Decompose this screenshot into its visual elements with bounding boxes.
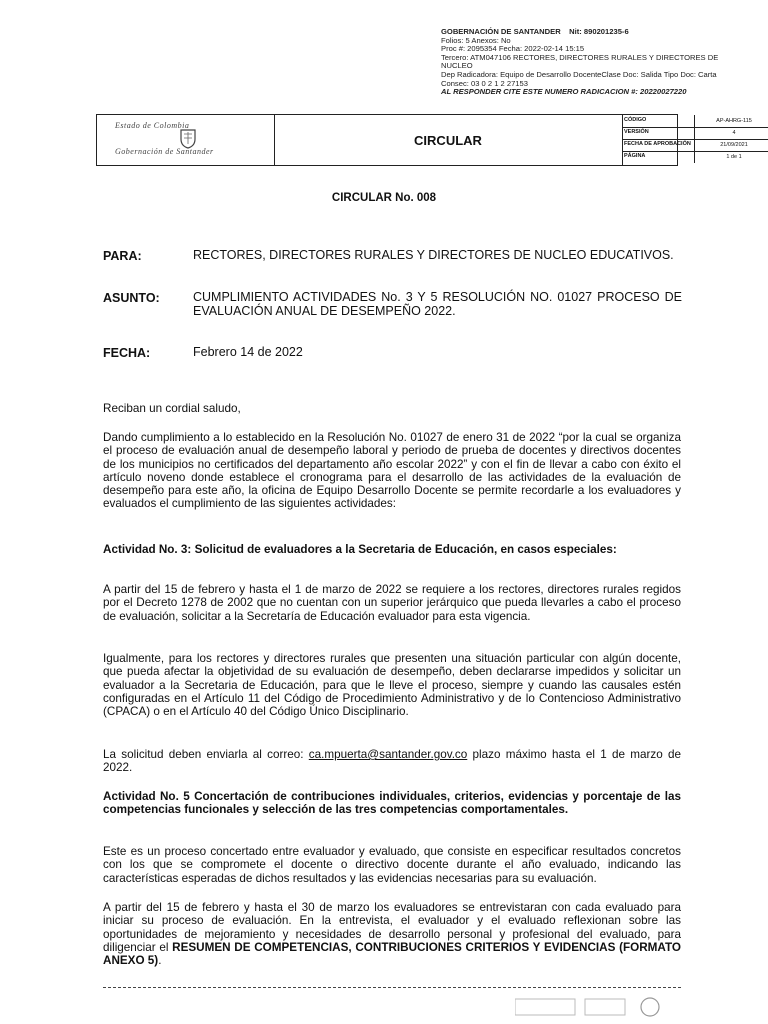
activity-5-paragraph-2 — [103, 901, 681, 967]
meta-value: 21/09/2021 — [694, 139, 768, 151]
stamp-dep: Dep Radicadora: Equipo de Desarrollo DocenteClase Doc: Salida Tipo Doc: Carta Consec: 03 0 2 1 2 27153 — [441, 69, 717, 88]
logo-line-bottom: Gobernación de Santander — [115, 147, 214, 156]
gobernacion-logo — [97, 115, 275, 165]
stamp-nit: Nit: 890201235-6 — [569, 27, 629, 36]
stamp-responder: AL RESPONDER CITE ESTE NUMERO RADICACION #: 20220027220 — [441, 87, 687, 97]
meta-row — [622, 151, 768, 163]
activity-3-paragraph-3 — [103, 748, 681, 775]
meta-key: CÓDIGO — [624, 117, 647, 123]
header-meta — [622, 115, 768, 165]
format-annex-5: RESUMEN DE COMPETENCIAS, CONTRIBUCIONES CRITERIOS Y EVIDENCIAS (FORMATO ANEXO 5) — [103, 940, 681, 968]
radication-stamp — [441, 28, 741, 97]
email-link[interactable]: ca.mpuerta@santander.gov.co — [308, 748, 468, 761]
footer-divider — [103, 987, 681, 988]
activity-5-text-before: A partir del 15 de febrero y hasta el 30 de marzo los evaluadores se entrevistaran con cada evaluado para iniciar su proceso de evaluación. En la entrevista, el evaluador y el evaluado reflexionan sobre las oportunidades de mejoramiento y necesidades de desarrollo personal y profesional del evaluado, para diligenciar el — [103, 901, 681, 954]
asunto-label: ASUNTO: — [103, 291, 160, 305]
activity-5-paragraph-1: Este es un proceso concertado entre evaluador y evaluado, que consiste en especificar resultados concretos con los que se compromete el docente o directivo docente durante el año evaluado, indicando las características esperadas de dichos resultados y las evidencias necesarias para su evaluación. — [103, 845, 681, 885]
stamp-folios: Folios: 5 Anexos: No — [441, 35, 511, 45]
activity-5-heading: Actividad No. 5 Concertación de contribuciones individuales, criterios, evidencias y porcentaje de las competencias funcionales y selección de las tres competencias comportamentales. — [103, 790, 681, 817]
meta-key: FECHA DE APROBACIÓN — [624, 141, 691, 147]
para-label: PARA: — [103, 249, 142, 263]
intro-paragraph: Dando cumplimiento a lo establecido en la Resolución No. 01027 de enero 31 de 2022 “por la cual se organiza el proceso de evaluación anual de desempeño laboral y periodo de prueba de docentes y directivos docentes de los municipios no certificados del departamento año escolar 2022” y con el fin de llevar a cabo con éxito el artículo noveno donde establece el cronograma para el desarrollo de las actividades de la evaluación de desempeño para este año, la oficina de Equipo Desarrollo Docente se permite recordarle a los evaluadores y evaluados el cumplimiento de las siguientes actividades: — [103, 431, 681, 511]
circular-number: CIRCULAR No. 008 — [331, 192, 437, 204]
activity-5-text-after: . — [158, 954, 162, 968]
fecha-value: Febrero 14 de 2022 — [193, 345, 303, 359]
meta-value: AP-AHRG-115 — [694, 115, 768, 127]
meta-value: 4 — [694, 127, 768, 139]
header-title: CIRCULAR — [274, 115, 623, 165]
logo-line-top: Estado de Colombia — [115, 121, 190, 130]
activity-3-paragraph-2: Igualmente, para los rectores y directores rurales que presenten una situación particular con algún docente, que pueda afectar la objetividad de su evaluación de desempeño, deben declararse impedidos y solicitar un evaluador a la Secretaria de Educación, para que le lleve el proceso, siempre y cuando las causales estén configuradas en el Artículo 11 del Código de Procedimiento Administrativo y de lo Contencioso Administrativo (CPACA) o en el Artículo 40 del Código Único Disciplinario. — [103, 652, 681, 719]
meta-key: PÁGINA — [624, 153, 646, 159]
fecha-label: FECHA: — [103, 346, 151, 360]
stamp-tercero: Tercero: ATM047106 RECTORES, DIRECTORES RURALES Y DIRECTORES DE NUCLEO — [441, 52, 719, 71]
document-header-table — [96, 114, 752, 166]
para-value: RECTORES, DIRECTORES RURALES Y DIRECTORES DE NUCLEO EDUCATIVOS. — [193, 248, 674, 262]
greeting: Reciban un cordial saludo, — [103, 402, 241, 415]
meta-value: 1 de 1 — [694, 151, 768, 163]
request-text-after: plazo máximo hasta el 1 de marzo de 2022. — [103, 748, 682, 775]
activity-3-heading: Actividad No. 3: Solicitud de evaluadores a la Secretaria de Educación, en casos especiales: — [103, 543, 617, 556]
stamp-org: GOBERNACIÓN DE SANTANDER — [441, 27, 561, 36]
stamp-proc: Proc #: 2095354 Fecha: 2022-02-14 15:15 — [441, 44, 585, 54]
meta-key: VERSIÓN — [624, 129, 649, 135]
request-text-before: La solicitud deben enviarla al correo: — [103, 748, 309, 761]
asunto-value: CUMPLIMIENTO ACTIVIDADES No. 3 Y 5 RESOLUCIÓN NO. 01027 PROCESO DE EVALUACIÓN ANUAL DE DESEMPEÑO 2022. — [193, 290, 682, 318]
coat-of-arms-icon — [177, 127, 199, 149]
activity-3-paragraph-1: A partir del 15 de febrero y hasta el 1 de marzo de 2022 se requiere a los rectores, directores rurales regidos por el Decreto 1278 de 2002 que no cuentan con un superior jerárquico que pueda llevarles a cabo el proceso de evaluación, solicitar a la Secretaría de Educación evaluador para esta vigencia. — [103, 583, 681, 623]
footer-logos-icon — [515, 995, 665, 1019]
